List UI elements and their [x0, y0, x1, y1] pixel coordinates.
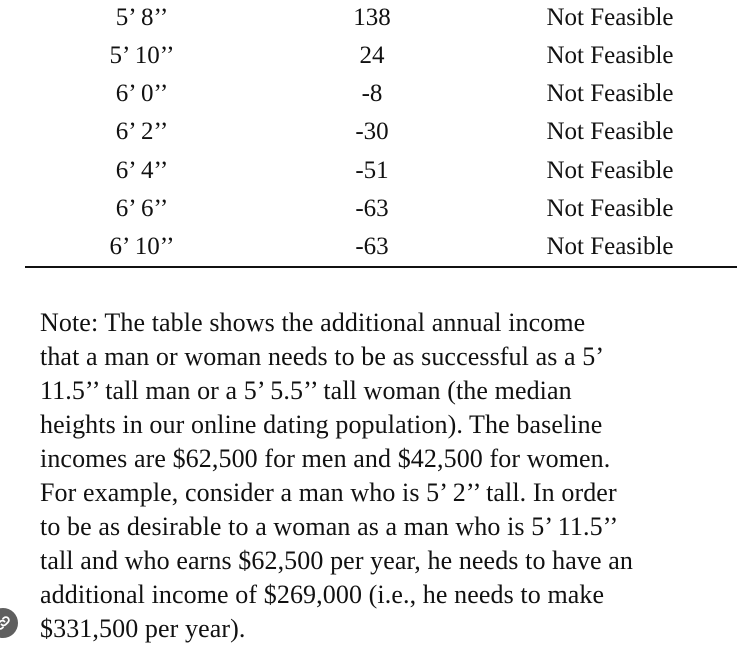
- note-line: incomes are $62,500 for men and $42,500 for women.: [40, 444, 611, 473]
- status-cell: Not Feasible: [546, 195, 674, 222]
- status-cell: Not Feasible: [546, 157, 674, 184]
- income-cell: -8: [361, 80, 383, 107]
- note-line: tall and who earns $62,500 per year, he needs to have an: [40, 546, 633, 575]
- note-line: heights in our online dating population). The baseline: [40, 410, 603, 439]
- note-line: Note: The table shows the additional annual income: [40, 308, 586, 337]
- height-cell: 6’ 10’’: [109, 233, 175, 260]
- note-line: $331,500 per year).: [40, 614, 246, 643]
- note-line: additional income of $269,000 (i.e., he needs to make: [40, 580, 605, 609]
- note-line: For example, consider a man who is 5’ 2’’ tall. In order: [40, 478, 617, 507]
- status-cell: Not Feasible: [546, 80, 674, 107]
- height-cell: 5’ 8’’: [115, 4, 169, 31]
- income-cell: -51: [355, 157, 389, 184]
- table-row: [0, 228, 737, 266]
- table-bottom-rule: [25, 266, 737, 268]
- income-cell: -63: [355, 195, 389, 222]
- height-cell: 6’ 2’’: [115, 118, 169, 145]
- table-row: [0, 75, 737, 113]
- height-cell: 6’ 4’’: [115, 157, 169, 184]
- status-cell: Not Feasible: [546, 4, 674, 31]
- status-cell: Not Feasible: [546, 118, 674, 145]
- income-cell: 24: [359, 42, 385, 69]
- table-row: [0, 0, 737, 37]
- height-cell: 6’ 0’’: [115, 80, 169, 107]
- note-line: that a man or woman needs to be as successful as a 5’: [40, 342, 605, 371]
- note-line: 11.5’’ tall man or a 5’ 5.5’’ tall woman (the median: [40, 376, 572, 405]
- income-cell: -63: [355, 233, 389, 260]
- link-glyph-icon: [0, 614, 12, 632]
- table-row: [0, 190, 737, 228]
- link-icon[interactable]: [0, 608, 18, 638]
- income-cell: 138: [353, 4, 391, 31]
- height-cell: 5’ 10’’: [109, 42, 175, 69]
- table-row: [0, 152, 737, 190]
- status-cell: Not Feasible: [546, 42, 674, 69]
- table-row: [0, 113, 737, 151]
- status-cell: Not Feasible: [546, 233, 674, 260]
- height-cell: 6’ 6’’: [115, 195, 169, 222]
- table-row: [0, 37, 737, 75]
- table-note: [40, 306, 720, 646]
- income-cell: -30: [355, 118, 389, 145]
- note-line: to be as desirable to a woman as a man who is 5’ 11.5’’: [40, 512, 619, 541]
